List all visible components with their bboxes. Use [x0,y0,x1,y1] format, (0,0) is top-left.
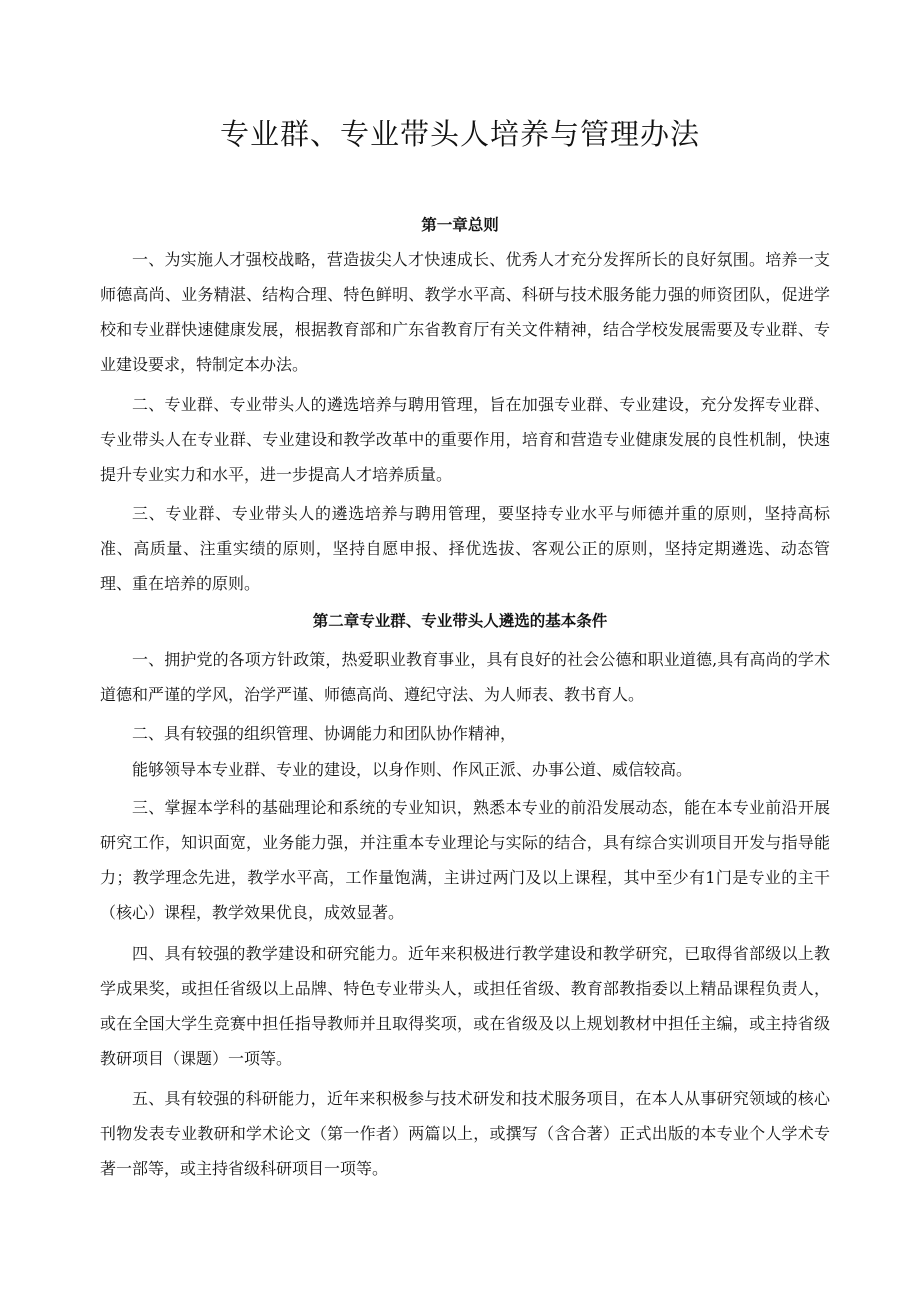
chapter-2-paragraph-2-continued: 能够领导本专业群、专业的建设，以身作则、作风正派、办事公道、威信较高。 [132,760,693,779]
chapter-2-paragraph-1: 一、拥护党的各项方针政策，热爱职业教育事业，具有良好的社会公德和职业道德,具有高尚的学术道德和严谨的学风，治学严谨、师德高尚、遵纪守法、为人师表、教书育人。 [100,650,830,704]
chapter-1-paragraph-3: 三、专业群、专业带头人的遴选培养与聘用管理，要坚持专业水平与师德并重的原则，坚持高标准、高质量、注重实绩的原则，坚持自愿申报、择优选拔、客观公正的原则，坚持定期遴选、动态管理、重在培养的原则。 [100,504,830,593]
chapter-1-paragraph-2: 二、专业群、专业带头人的遴选培养与聘用管理，旨在加强专业群、专业建设，充分发挥专业群、专业带头人在专业群、专业建设和教学改革中的重要作用，培育和营造专业健康发展的良性机制，快速提升专业实力和水平，进一步提高人才培养质量。 [100,395,830,484]
chapter-1-heading: 第一章总则 [421,216,499,234]
chapter-1-paragraph-1: 一、为实施人才强校战略，营造拔尖人才快速成长、优秀人才充分发挥所长的良好氛围。培养一支师德高尚、业务精湛、结构合理、特色鲜明、教学水平高、科研与技术服务能力强的师资团队，促进学校和专业群快速健康发展，根据教育部和广东省教育厅有关文件精神，结合学校发展需要及专业群、专业建设要求，特制定本办法。 [100,250,830,374]
chapter-2-heading: 第二章专业群、专业带头人遴选的基本条件 [312,612,608,630]
chapter-2-paragraph-2: 二、具有较强的组织管理、协调能力和团队协作精神， [132,724,517,743]
chapter-2-paragraph-3: 三、掌握本学科的基础理论和系统的专业知识，熟悉本专业的前沿发展动态，能在本专业前沿开展研究工作，知识面宽，业务能力强，并注重本专业理论与实际的结合，具有综合实训项目开发与指导能力；教学理念先进，教学水平高，工作量饱满，主讲过两门及以上课程，其中至少有1门是专业的主干（核心）课程，教学效果优良，成效显著。 [100,798,830,922]
document-title: 专业群、专业带头人培养与管理办法 [219,117,700,151]
chapter-2-paragraph-5: 五、具有较强的科研能力，近年来积极参与技术研发和技术服务项目，在本人从事研究领域的核心刊物发表专业教研和学术论文（第一作者）两篇以上，或撰写（含合著）正式出版的本专业个人学术专著一部等，或主持省级科研项目一项等。 [100,1089,830,1178]
chapter-2-paragraph-4: 四、具有较强的教学建设和研究能力。近年来积极进行教学建设和教学研究，已取得省部级以上教学成果奖，或担任省级以上品牌、特色专业带头人，或担任省级、教育部教指委以上精品课程负责人，或在全国大学生竞赛中担任指导教师并且取得奖项，或在省级及以上规划教材中担任主编，或主持省级教研项目（课题）一项等。 [100,944,830,1068]
